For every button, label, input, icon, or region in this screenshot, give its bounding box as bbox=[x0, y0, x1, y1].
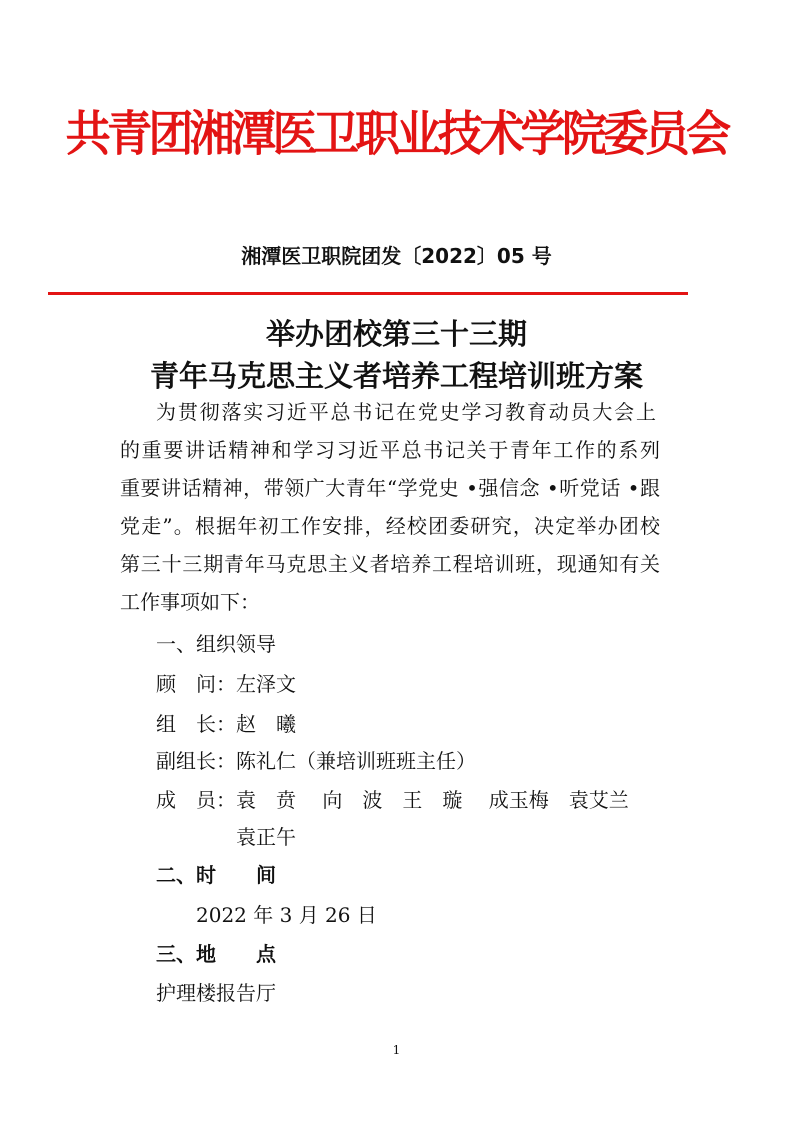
red-divider bbox=[48, 292, 688, 295]
section-3-heading: 三、地 点 bbox=[156, 942, 276, 966]
deputy-leader-line: 副组长：陈礼仁（兼培训班班主任） bbox=[156, 749, 476, 773]
members-line: 成 员：袁 贲 向 波 王 璇 成玉梅 袁艾兰 bbox=[156, 788, 629, 812]
page-number: 1 bbox=[392, 1043, 401, 1057]
intro-line-4: 党走”。根据年初工作安排，经校团委研究，决定举办团校 bbox=[120, 514, 660, 538]
organization-title: 共青团湘潭医卫职业技术学院委员会 bbox=[65, 106, 728, 162]
section-3-location: 护理楼报告厅 bbox=[156, 981, 276, 1005]
intro-line-6: 工作事项如下： bbox=[120, 590, 260, 614]
intro-line-5: 第三十三期青年马克思主义者培养工程培训班，现通知有关 bbox=[120, 552, 660, 576]
document-title-line-1: 举办团校第三十三期 bbox=[265, 317, 527, 351]
section-1-heading: 一、组织领导 bbox=[156, 632, 276, 656]
section-2-date: 2022 年 3 月 26 日 bbox=[196, 903, 377, 927]
leader-line: 组 长：赵 曦 bbox=[156, 712, 296, 736]
members-line-continued: 袁正午 bbox=[236, 825, 296, 849]
section-2-heading: 二、时 间 bbox=[156, 863, 276, 887]
document-title-line-2: 青年马克思主义者培养工程培训班方案 bbox=[149, 359, 643, 393]
intro-line-1: 为贯彻落实习近平总书记在党史学习教育动员大会上 bbox=[156, 400, 656, 424]
document-number: 湘潭医卫职院团发〔2022〕05 号 bbox=[241, 244, 552, 268]
intro-line-3: 重要讲话精神，带领广大青年“学党史 •强信念 •听党话 •跟 bbox=[120, 476, 660, 500]
intro-line-2: 的重要讲话精神和学习习近平总书记关于青年工作的系列 bbox=[120, 438, 660, 462]
adviser-line: 顾 问：左泽文 bbox=[156, 672, 296, 696]
